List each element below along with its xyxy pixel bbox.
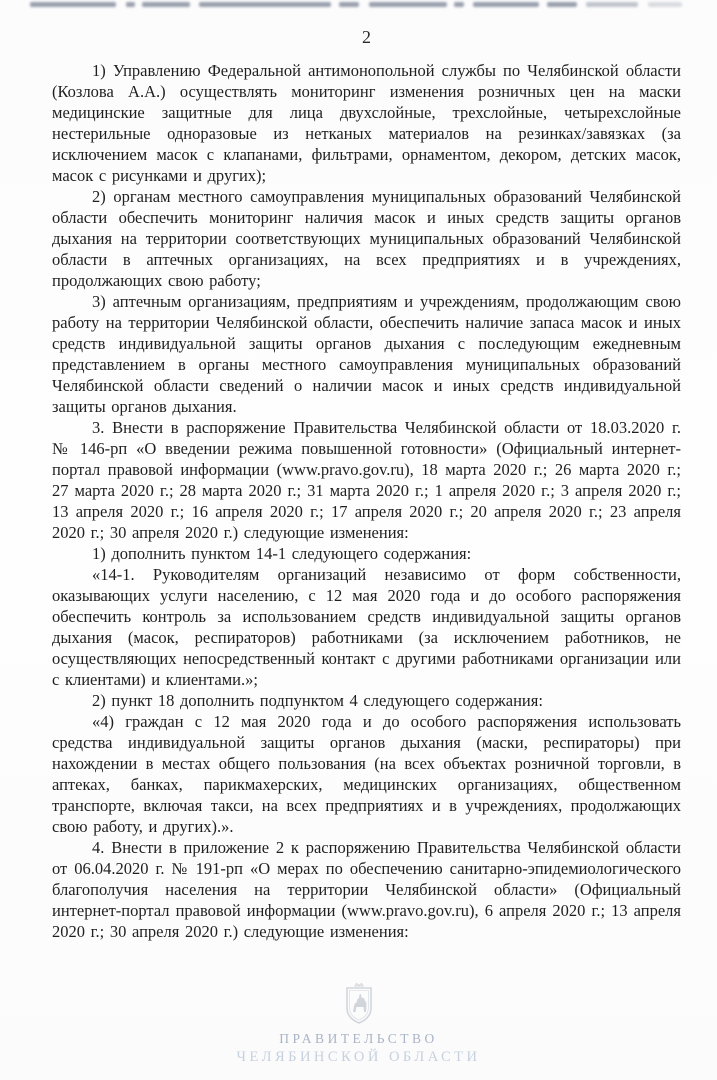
paragraph-item-3: 3) аптечным организациям, предприятиям и учреждениям, продолжающим свою работу на территории Челябинской области, обеспечить наличие запаса масок и иных средств индивидуальной защиты органов дыхания с последующим ежедневным представлением в органы местного самоуправления муниципальных образований Челябинской области сведений о наличии масок и иных средств индивидуальной защиты органов дыхания. (52, 292, 681, 416)
paragraph-clause-3: 3. Внести в распоряжение Правительства Челябинской области от 18.03.2020 г. № 146-рп «О введении режима повышенной готовности» (Официальный интернет-портал правовой информации (www.pravo.gov.ru), 18 марта 2020 г.; 26 марта 2020 г.; 27 марта 2020 г.; 28 марта 2020 г.; 31 марта 2020 г.; 1 апреля 2020 г.; 3 апреля 2020 г.; 13 апреля 2020 г.; 16 апреля 2020 г.; 17 апреля 2020 г.; 20 апреля 2020 г.; 23 апреля 2020 г.; 30 апреля 2020 г.) следующие изменения: (52, 418, 681, 542)
cutoff-text-remnant (30, 1, 682, 7)
paragraph-quote-4: «4) граждан с 12 мая 2020 года и до особого распоряжения использовать средства индивидуальной защиты органов дыхания (маски, респираторы) при нахождении в местах общего пользования (на всех объектах розничной торговли, в аптеках, банках, парикмахерских, медицинских организациях, общественном транспорте, включая такси, на всех предприятиях и в учреждениях, продолжающих свою работу, и других).». (52, 712, 681, 836)
paragraph-clause-4: 4. Внести в приложение 2 к распоряжению Правительства Челябинской области от 06.04.2020 г. № 191-рп «О мерах по обеспечению санитарно-эпидемиологического благополучия населения на территории Челябинской области» (Официальный интернет-портал правовой информации (www.pravo.gov.ru), 6 апреля 2020 г.; 13 апреля 2020 г.; 30 апреля 2020 г.) следующие изменения: (52, 838, 681, 941)
page-number: 2 (362, 27, 371, 47)
paragraph-subclause-1: 1) дополнить пунктом 14-1 следующего содержания: (92, 544, 472, 563)
paragraph-item-1: 1) Управлению Федеральной антимонопольной службы по Челябинской области (Козлова А.А.) осуществлять мониторинг изменения розничных цен на маски медицинские защитные для лица двухслойные, трехслойные, четырехслойные нестерильные одноразовые из нетканых материалов на резинках/завязках (за исключением масок с клапанами, фильтрами, орнаментом, декором, детских масок, масок с рисунками и других); (52, 61, 681, 185)
stamp-text-region: ЧЕЛЯБИНСКОЙ ОБЛАСТИ (236, 1049, 481, 1065)
document-body (52, 60, 681, 942)
government-stamp (0, 982, 717, 1066)
stamp-text-government: ПРАВИТЕЛЬСТВО (279, 1031, 438, 1046)
paragraph-item-2: 2) органам местного самоуправления муниципальных образований Челябинской области обеспечить мониторинг наличия масок и иных средств защиты органов дыхания на территории соответствующих муниципальных образований Челябинской области в аптечных организациях, на всех предприятиях и в учреждениях, продолжающих свою работу; (52, 187, 681, 290)
paragraph-subclause-2: 2) пункт 18 дополнить подпунктом 4 следующего содержания: (92, 691, 543, 710)
chelyabinsk-coat-of-arms-icon (340, 982, 378, 1026)
paragraph-quote-14-1: «14-1. Руководителям организаций независимо от форм собственности, оказывающих услуги населению, с 12 мая 2020 года и до особого распоряжения обеспечить контроль за использованием средств индивидуальной защиты органов дыхания (масок, респираторов) работниками (за исключением работников, не осуществляющих непосредственный контакт с другими работниками организации или с клиентами) и клиентами.»; (52, 565, 681, 689)
